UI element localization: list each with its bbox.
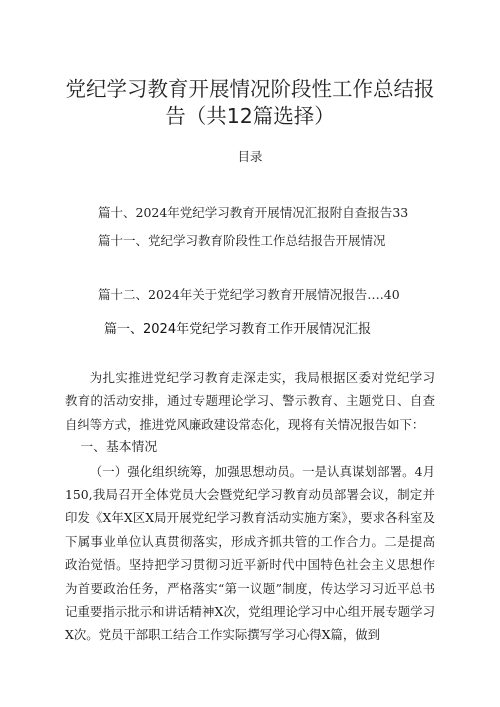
section-title: 篇一、2024年党纪学习教育工作开展情况汇报: [104, 322, 372, 337]
title-line-2: 告（共12篇选择）: [165, 104, 335, 128]
toc-heading: 目录: [237, 149, 263, 164]
toc-item-11: 篇十一、党纪学习教育阶段性工作总结报告开展情况: [98, 233, 386, 248]
title-line-1: 党纪学习教育开展情况阶段性工作总结报: [65, 77, 435, 101]
subheading-basic-situation: 一、基本情况: [80, 440, 158, 456]
body-text: [65, 366, 435, 647]
intro-paragraph: 为扎实推进党纪学习教育走深走实，我局根据区委对党纪学习教育的活动安排，通过专题理论学习、警示教育、主题党日、自查自纠等方式，推进党风廉政建设常态化，现将有关情况报告如下：: [65, 370, 435, 432]
document-title: [60, 76, 440, 130]
toc-item-10: 篇十、2024年党纪学习教育开展情况汇报附自查报告33: [98, 205, 409, 220]
body-paragraph: （一）强化组织统筹，加强思想动员。一是认真谋划部署。4月150,我局召开全体党员大会暨党纪学习教育动员部署会议，制定并印发《X年X区X局开展党纪学习教育活动实施方案》，要求各科室及下属事业单位认真贯彻落实，形成齐抓共管的工作合力。二是提高政治觉悟。坚持把学习贯彻习近平新时代中国特色社会主义思想作为首要政治任务，严格落实“第一议题”制度，传达学习习近平总书记重要指示批示和讲话精神X次，党组理论学习中心组开展专题学习X次。党员干部职工结合工作实际撰写学习心得X篇，做到: [65, 463, 435, 643]
toc-item-12: 篇十二、2024年关于党纪学习教育开展情况报告….40: [98, 287, 400, 302]
